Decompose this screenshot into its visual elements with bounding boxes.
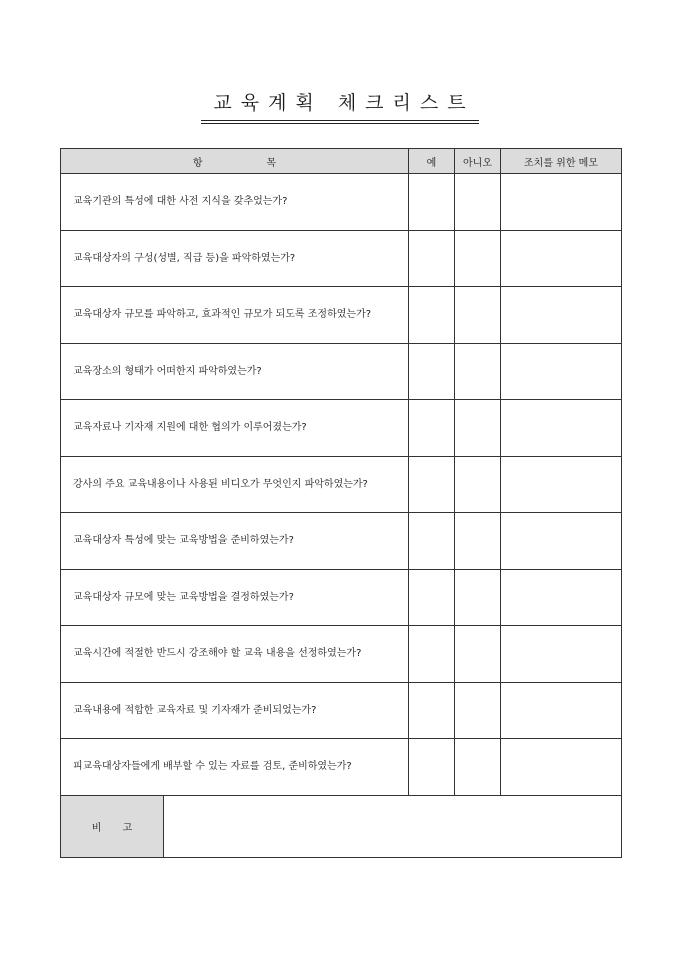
yes-cell[interactable] xyxy=(409,400,455,457)
memo-cell[interactable] xyxy=(501,287,622,344)
table-row xyxy=(61,400,622,457)
yes-cell[interactable] xyxy=(409,174,455,231)
yes-cell[interactable] xyxy=(409,569,455,626)
header-row xyxy=(61,149,622,174)
yes-cell[interactable] xyxy=(409,626,455,683)
question-cell: 교육대상자의 구성(성별, 직급 등)을 파악하였는가? xyxy=(61,230,409,287)
table-row xyxy=(61,626,622,683)
table-row xyxy=(61,174,622,231)
no-cell[interactable] xyxy=(455,400,501,457)
document-title: 교육계획 체크리스트 xyxy=(201,88,478,121)
no-cell[interactable] xyxy=(455,513,501,570)
header-item xyxy=(61,149,409,174)
memo-cell[interactable] xyxy=(501,230,622,287)
memo-cell[interactable] xyxy=(501,456,622,513)
memo-cell[interactable] xyxy=(501,682,622,739)
table-row xyxy=(61,682,622,739)
memo-cell[interactable] xyxy=(501,400,622,457)
yes-cell[interactable] xyxy=(409,513,455,570)
yes-cell[interactable] xyxy=(409,682,455,739)
question-cell: 교육자료나 기자재 지원에 대한 협의가 이루어졌는가? xyxy=(61,400,409,457)
no-cell[interactable] xyxy=(455,230,501,287)
memo-cell[interactable] xyxy=(501,343,622,400)
table-row xyxy=(61,456,622,513)
remark-content-cell[interactable] xyxy=(164,795,622,857)
title-wrap xyxy=(0,88,680,121)
memo-cell[interactable] xyxy=(501,513,622,570)
memo-cell[interactable] xyxy=(501,739,622,796)
no-cell[interactable] xyxy=(455,174,501,231)
header-yes: 예 xyxy=(409,149,455,174)
remark-label: 비 고 xyxy=(91,822,133,834)
question-cell: 교육시간에 적절한 반드시 강조해야 할 교육 내용을 선정하였는가? xyxy=(61,626,409,683)
table-row xyxy=(61,569,622,626)
no-cell[interactable] xyxy=(455,626,501,683)
header-item-right: 목 xyxy=(266,157,277,169)
memo-cell[interactable] xyxy=(501,569,622,626)
table-row xyxy=(61,343,622,400)
table-row xyxy=(61,287,622,344)
no-cell[interactable] xyxy=(455,456,501,513)
header-item-left: 항 xyxy=(192,157,203,169)
table-row xyxy=(61,513,622,570)
question-cell: 강사의 주요 교육내용이나 사용된 비디오가 무엇인지 파악하였는가? xyxy=(61,456,409,513)
memo-cell[interactable] xyxy=(501,174,622,231)
yes-cell[interactable] xyxy=(409,287,455,344)
no-cell[interactable] xyxy=(455,287,501,344)
header-no: 아니오 xyxy=(455,149,501,174)
remark-label-cell xyxy=(61,795,164,857)
yes-cell[interactable] xyxy=(409,456,455,513)
yes-cell[interactable] xyxy=(409,343,455,400)
question-cell: 교육기관의 특성에 대한 사전 지식을 갖추었는가? xyxy=(61,174,409,231)
table-row xyxy=(61,230,622,287)
table-row xyxy=(61,739,622,796)
question-cell: 교육장소의 형태가 어떠한지 파악하였는가? xyxy=(61,343,409,400)
question-cell: 교육대상자 규모에 맞는 교육방법을 결정하였는가? xyxy=(61,569,409,626)
question-cell: 교육대상자 특성에 맞는 교육방법을 준비하였는가? xyxy=(61,513,409,570)
no-cell[interactable] xyxy=(455,739,501,796)
yes-cell[interactable] xyxy=(409,230,455,287)
no-cell[interactable] xyxy=(455,343,501,400)
checklist-table xyxy=(60,148,622,858)
question-cell: 피교육대상자들에게 배부할 수 있는 자료를 검토, 준비하였는가? xyxy=(61,739,409,796)
remark-row xyxy=(61,795,622,857)
yes-cell[interactable] xyxy=(409,739,455,796)
memo-cell[interactable] xyxy=(501,626,622,683)
no-cell[interactable] xyxy=(455,682,501,739)
question-cell: 교육대상자 규모를 파악하고, 효과적인 규모가 되도록 조정하였는가? xyxy=(61,287,409,344)
question-cell: 교육내용에 적합한 교육자료 및 기자재가 준비되었는가? xyxy=(61,682,409,739)
no-cell[interactable] xyxy=(455,569,501,626)
header-memo: 조치를 위한 메모 xyxy=(501,149,622,174)
